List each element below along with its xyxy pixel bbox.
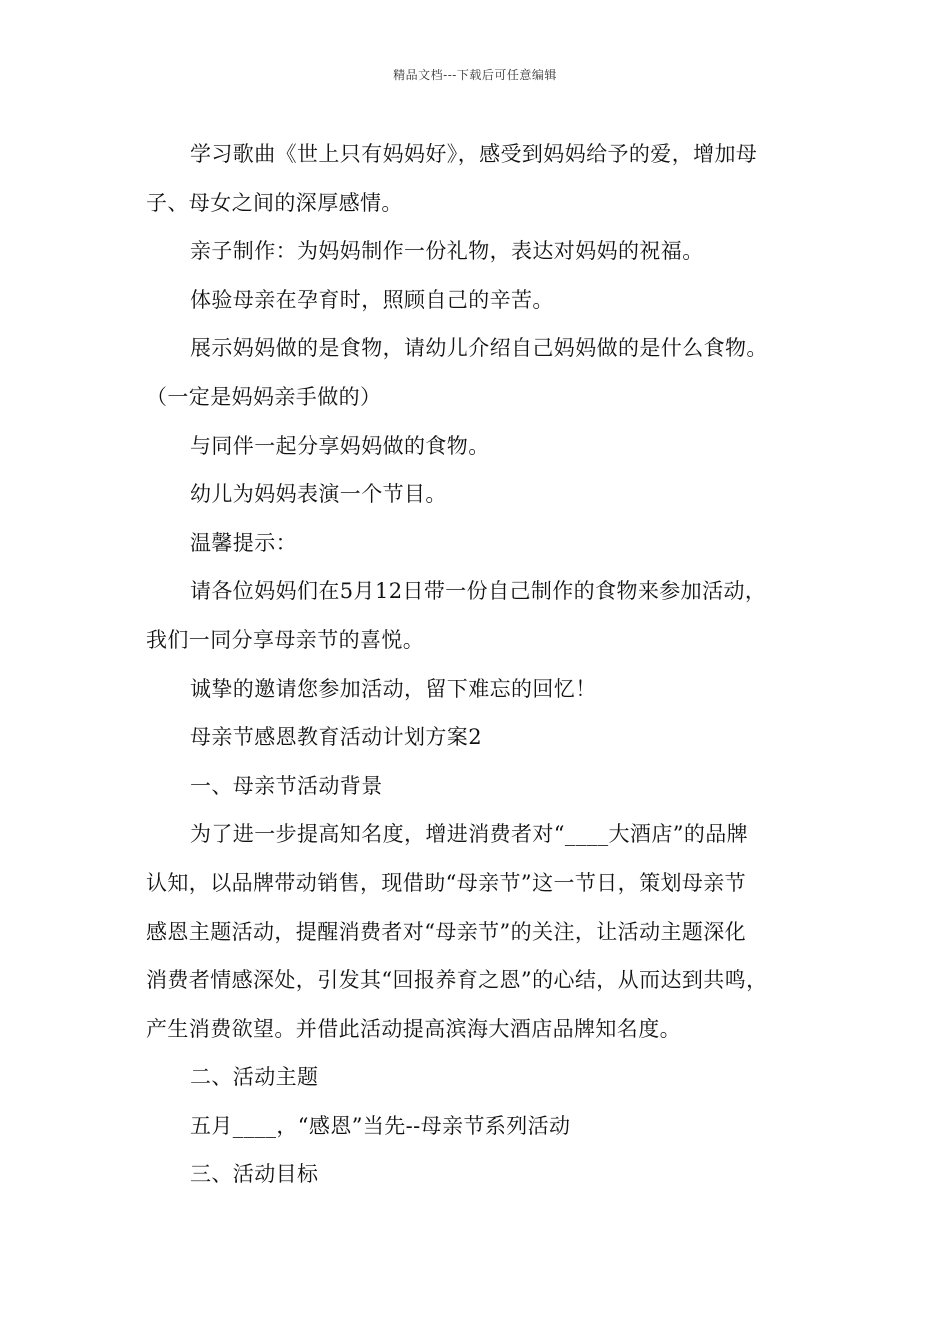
- paragraph-line: 体验母亲在孕育时，照顾自己的辛苦。: [190, 287, 554, 312]
- paragraph-line: 请各位妈妈们在5月12日带一份自己制作的食物来参加活动，: [190, 579, 767, 604]
- paragraph-line: 我们一同分享母亲节的喜悦。: [146, 627, 425, 652]
- paragraph-line: 五月____，“感恩”当先--母亲节系列活动: [190, 1113, 571, 1138]
- section-heading: 一、母亲节活动背景: [190, 773, 383, 798]
- paragraph-line: 为了进一步提高知名度，增进消费者对“____大酒店”的品牌: [190, 822, 749, 847]
- paragraph-line: 产生消费欲望。并借此活动提高滨海大酒店品牌知名度。: [146, 1016, 681, 1041]
- paragraph-line: 子、母女之间的深厚感情。: [146, 190, 403, 215]
- paragraph-line: 亲子制作：为妈妈制作一份礼物，表达对妈妈的祝福。: [190, 239, 704, 264]
- paragraph-line: 消费者情感深处，引发其“回报养育之恩”的心结，从而达到共鸣，: [146, 968, 768, 993]
- paragraph-line: 认知，以品牌带动销售，现借助“母亲节”这一节日，策划母亲节: [146, 870, 747, 895]
- paragraph-line: 诚挚的邀请您参加活动，留下难忘的回忆！: [190, 676, 597, 701]
- paragraph-line: 学习歌曲《世上只有妈妈好》，感受到妈妈给予的爱，增加母: [190, 142, 758, 166]
- paragraph-line: 感恩主题活动，提醒消费者对“母亲节”的关注，让活动主题深化: [146, 919, 747, 944]
- page-header: 精品文档---下载后可任意编辑: [393, 68, 557, 82]
- document-body: [146, 130, 836, 1199]
- section-title: 母亲节感恩教育活动计划方案2: [190, 725, 482, 750]
- section-heading: 三、活动目标: [190, 1162, 319, 1187]
- paragraph-line: 温馨提示：: [190, 530, 297, 555]
- paragraph-line: 幼儿为妈妈表演一个节目。: [190, 482, 447, 507]
- paragraph-line: 展示妈妈做的是食物，请幼儿介绍自己妈妈做的是什么食物。: [190, 336, 768, 361]
- section-heading: 二、活动主题: [190, 1065, 319, 1090]
- paragraph-line: 与同伴一起分享妈妈做的食物。: [190, 433, 490, 458]
- paragraph-line: （一定是妈妈亲手做的）: [146, 384, 382, 409]
